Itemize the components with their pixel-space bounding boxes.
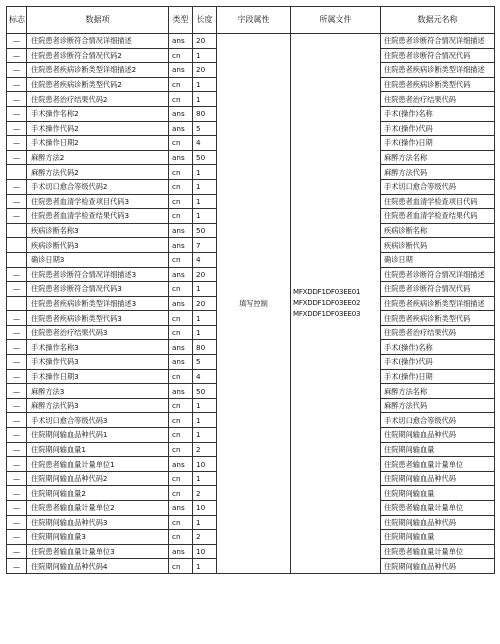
row-length: 1 bbox=[193, 179, 217, 194]
row-flag: — bbox=[7, 179, 27, 194]
row-element-name: 麻醉方法名称 bbox=[381, 150, 495, 165]
row-element-name: 手术(操作)代码 bbox=[381, 121, 495, 136]
row-item-name: 住院患者疾病诊断类型代码2 bbox=[27, 77, 169, 92]
row-element-name: 住院期间输血品种代码 bbox=[381, 515, 495, 530]
row-type: ans bbox=[169, 106, 193, 121]
row-element-name: 住院患者诊断符合情况代码 bbox=[381, 48, 495, 63]
row-flag: — bbox=[7, 34, 27, 49]
row-length: 1 bbox=[193, 413, 217, 428]
row-type: cn bbox=[169, 179, 193, 194]
row-type: cn bbox=[169, 530, 193, 545]
row-item-name: 手术操作名称2 bbox=[27, 106, 169, 121]
row-item-name: 手术操作日期3 bbox=[27, 369, 169, 384]
row-element-name: 手术切口愈合等级代码 bbox=[381, 179, 495, 194]
row-type: ans bbox=[169, 296, 193, 311]
row-flag: — bbox=[7, 92, 27, 107]
row-item-name: 手术操作日期2 bbox=[27, 136, 169, 151]
row-type: ans bbox=[169, 150, 193, 165]
row-type: cn bbox=[169, 48, 193, 63]
row-length: 1 bbox=[193, 428, 217, 443]
row-flag: — bbox=[7, 209, 27, 224]
row-item-name: 住院患者疾病诊断类型详细描述2 bbox=[27, 63, 169, 78]
header-element: 数据元名称 bbox=[381, 7, 495, 34]
row-element-name: 住院期间输血量 bbox=[381, 442, 495, 457]
row-length: 2 bbox=[193, 442, 217, 457]
row-item-name: 住院期间输血量1 bbox=[27, 442, 169, 457]
row-element-name: 住院患者诊断符合情况详细描述 bbox=[381, 34, 495, 49]
row-length: 1 bbox=[193, 559, 217, 574]
row-item-name: 麻醉方法3 bbox=[27, 384, 169, 399]
row-type: cn bbox=[169, 559, 193, 574]
row-element-name: 住院期间输血品种代码 bbox=[381, 471, 495, 486]
row-length: 1 bbox=[193, 48, 217, 63]
row-element-name: 麻醉方法名称 bbox=[381, 384, 495, 399]
row-length: 1 bbox=[193, 515, 217, 530]
row-length: 5 bbox=[193, 355, 217, 370]
row-type: ans bbox=[169, 223, 193, 238]
row-length: 1 bbox=[193, 311, 217, 326]
file-code: MFXDDF1DF03EE01 bbox=[293, 287, 361, 296]
row-flag: — bbox=[7, 559, 27, 574]
merged-field-attribute: 填写控制 bbox=[217, 34, 291, 574]
row-item-name: 住院患者诊断符合情况代码3 bbox=[27, 282, 169, 297]
row-flag: — bbox=[7, 282, 27, 297]
row-element-name: 住院患者输血量计量单位 bbox=[381, 457, 495, 472]
row-item-name: 住院期间输血品种代码1 bbox=[27, 428, 169, 443]
row-item-name: 住院期间输血量2 bbox=[27, 486, 169, 501]
row-length: 1 bbox=[193, 398, 217, 413]
row-item-name: 住院患者输血量计量单位3 bbox=[27, 544, 169, 559]
row-item-name: 住院患者诊断符合情况详细描述 bbox=[27, 34, 169, 49]
row-flag bbox=[7, 296, 27, 311]
row-length: 1 bbox=[193, 194, 217, 209]
row-length: 10 bbox=[193, 457, 217, 472]
row-type: ans bbox=[169, 121, 193, 136]
row-item-name: 麻醉方法代码3 bbox=[27, 398, 169, 413]
row-type: ans bbox=[169, 238, 193, 253]
row-element-name: 住院期间输血量 bbox=[381, 530, 495, 545]
row-item-name: 手术操作代码3 bbox=[27, 355, 169, 370]
row-flag: — bbox=[7, 501, 27, 516]
row-element-name: 住院期间输血品种代码 bbox=[381, 428, 495, 443]
row-length: 20 bbox=[193, 34, 217, 49]
row-element-name: 住院期间输血量 bbox=[381, 486, 495, 501]
row-type: cn bbox=[169, 413, 193, 428]
row-element-name: 手术(操作)名称 bbox=[381, 340, 495, 355]
row-item-name: 住院患者治疗结果代码2 bbox=[27, 92, 169, 107]
row-element-name: 麻醉方法代码 bbox=[381, 165, 495, 180]
file-code: MFXDDF1DF03EE02 bbox=[293, 298, 361, 307]
row-type: cn bbox=[169, 209, 193, 224]
row-element-name: 疾病诊断名称 bbox=[381, 223, 495, 238]
row-length: 20 bbox=[193, 267, 217, 282]
row-flag: — bbox=[7, 340, 27, 355]
row-item-name: 住院患者疾病诊断类型详细描述3 bbox=[27, 296, 169, 311]
row-flag: — bbox=[7, 457, 27, 472]
row-item-name: 住院患者血清学检查项目代码3 bbox=[27, 194, 169, 209]
row-flag: — bbox=[7, 384, 27, 399]
row-type: ans bbox=[169, 544, 193, 559]
row-length: 1 bbox=[193, 209, 217, 224]
row-item-name: 手术操作名称3 bbox=[27, 340, 169, 355]
row-type: cn bbox=[169, 165, 193, 180]
row-element-name: 住院患者输血量计量单位 bbox=[381, 544, 495, 559]
row-element-name: 确诊日期 bbox=[381, 252, 495, 267]
header-file: 所属文件 bbox=[291, 7, 381, 34]
row-flag: — bbox=[7, 530, 27, 545]
row-flag: — bbox=[7, 325, 27, 340]
row-flag: — bbox=[7, 267, 27, 282]
row-type: cn bbox=[169, 92, 193, 107]
row-item-name: 住院患者治疗结果代码3 bbox=[27, 325, 169, 340]
row-element-name: 手术切口愈合等级代码 bbox=[381, 413, 495, 428]
row-length: 1 bbox=[193, 77, 217, 92]
row-item-name: 疾病诊断代码3 bbox=[27, 238, 169, 253]
row-flag: — bbox=[7, 413, 27, 428]
row-element-name: 疾病诊断代码 bbox=[381, 238, 495, 253]
row-length: 50 bbox=[193, 223, 217, 238]
row-type: cn bbox=[169, 252, 193, 267]
row-type: cn bbox=[169, 471, 193, 486]
row-flag: — bbox=[7, 515, 27, 530]
row-flag: — bbox=[7, 194, 27, 209]
row-length: 2 bbox=[193, 530, 217, 545]
row-flag: — bbox=[7, 486, 27, 501]
row-flag: — bbox=[7, 442, 27, 457]
table-header-row bbox=[7, 7, 495, 34]
row-type: ans bbox=[169, 63, 193, 78]
row-item-name: 麻醉方法2 bbox=[27, 150, 169, 165]
row-flag: — bbox=[7, 398, 27, 413]
row-length: 50 bbox=[193, 150, 217, 165]
data-dictionary-sheet bbox=[6, 6, 494, 574]
row-type: ans bbox=[169, 34, 193, 49]
row-element-name: 住院患者治疗结果代码 bbox=[381, 325, 495, 340]
row-length: 2 bbox=[193, 486, 217, 501]
row-item-name: 住院患者输血量计量单位2 bbox=[27, 501, 169, 516]
row-element-name: 住院期间输血品种代码 bbox=[381, 559, 495, 574]
row-type: cn bbox=[169, 325, 193, 340]
row-length: 1 bbox=[193, 325, 217, 340]
row-item-name: 麻醉方法代码2 bbox=[27, 165, 169, 180]
row-length: 1 bbox=[193, 165, 217, 180]
row-type: cn bbox=[169, 311, 193, 326]
row-length: 10 bbox=[193, 501, 217, 516]
row-flag bbox=[7, 238, 27, 253]
row-type: cn bbox=[169, 369, 193, 384]
row-length: 1 bbox=[193, 92, 217, 107]
row-item-name: 确诊日期3 bbox=[27, 252, 169, 267]
row-element-name: 住院患者疾病诊断类型代码 bbox=[381, 311, 495, 326]
row-item-name: 住院期间输血品种代码3 bbox=[27, 515, 169, 530]
row-length: 80 bbox=[193, 106, 217, 121]
header-type: 类型 bbox=[169, 7, 193, 34]
row-length: 4 bbox=[193, 369, 217, 384]
row-type: cn bbox=[169, 282, 193, 297]
data-item-table bbox=[6, 6, 495, 574]
row-flag: — bbox=[7, 121, 27, 136]
row-type: ans bbox=[169, 457, 193, 472]
row-element-name: 手术(操作)代码 bbox=[381, 355, 495, 370]
row-item-name: 住院期间输血量3 bbox=[27, 530, 169, 545]
row-item-name: 住院患者输血量计量单位1 bbox=[27, 457, 169, 472]
row-flag: — bbox=[7, 428, 27, 443]
file-code: MFXDDF1DF03EE03 bbox=[293, 309, 361, 318]
row-type: cn bbox=[169, 515, 193, 530]
row-length: 10 bbox=[193, 544, 217, 559]
row-flag bbox=[7, 252, 27, 267]
row-type: cn bbox=[169, 428, 193, 443]
row-flag bbox=[7, 165, 27, 180]
row-flag bbox=[7, 223, 27, 238]
row-type: cn bbox=[169, 194, 193, 209]
row-flag: — bbox=[7, 369, 27, 384]
row-type: ans bbox=[169, 340, 193, 355]
row-type: cn bbox=[169, 486, 193, 501]
row-flag: — bbox=[7, 471, 27, 486]
row-item-name: 住院期间输血品种代码2 bbox=[27, 471, 169, 486]
row-element-name: 住院患者诊断符合情况详细描述 bbox=[381, 267, 495, 282]
row-length: 4 bbox=[193, 136, 217, 151]
row-item-name: 手术切口愈合等级代码3 bbox=[27, 413, 169, 428]
row-element-name: 手术(操作)日期 bbox=[381, 136, 495, 151]
row-length: 20 bbox=[193, 63, 217, 78]
row-flag: — bbox=[7, 311, 27, 326]
row-flag: — bbox=[7, 63, 27, 78]
table-body bbox=[7, 34, 495, 574]
row-item-name: 住院患者诊断符合情况详细描述3 bbox=[27, 267, 169, 282]
row-flag: — bbox=[7, 544, 27, 559]
row-element-name: 手术(操作)日期 bbox=[381, 369, 495, 384]
row-element-name: 住院患者疾病诊断类型代码 bbox=[381, 77, 495, 92]
merged-file-list bbox=[291, 34, 381, 574]
row-item-name: 住院患者诊断符合情况代码2 bbox=[27, 48, 169, 63]
row-element-name: 住院患者血清学检查项目代码 bbox=[381, 194, 495, 209]
row-item-name: 疾病诊断名称3 bbox=[27, 223, 169, 238]
row-length: 1 bbox=[193, 282, 217, 297]
row-element-name: 住院患者输血量计量单位 bbox=[381, 501, 495, 516]
row-flag: — bbox=[7, 48, 27, 63]
row-length: 1 bbox=[193, 471, 217, 486]
row-length: 5 bbox=[193, 121, 217, 136]
row-element-name: 麻醉方法代码 bbox=[381, 398, 495, 413]
row-type: ans bbox=[169, 355, 193, 370]
header-item: 数据项 bbox=[27, 7, 169, 34]
row-length: 4 bbox=[193, 252, 217, 267]
header-length: 长度 bbox=[193, 7, 217, 34]
row-type: ans bbox=[169, 501, 193, 516]
row-flag: — bbox=[7, 136, 27, 151]
row-type: ans bbox=[169, 384, 193, 399]
row-type: cn bbox=[169, 398, 193, 413]
row-flag: — bbox=[7, 106, 27, 121]
row-length: 50 bbox=[193, 384, 217, 399]
row-item-name: 手术操作代码2 bbox=[27, 121, 169, 136]
row-flag: — bbox=[7, 77, 27, 92]
row-flag: — bbox=[7, 150, 27, 165]
row-element-name: 手术(操作)名称 bbox=[381, 106, 495, 121]
row-item-name: 住院患者血清学检查结果代码3 bbox=[27, 209, 169, 224]
row-type: ans bbox=[169, 267, 193, 282]
row-item-name: 住院期间输血品种代码4 bbox=[27, 559, 169, 574]
row-type: cn bbox=[169, 77, 193, 92]
row-item-name: 住院患者疾病诊断类型代码3 bbox=[27, 311, 169, 326]
table-row bbox=[7, 34, 495, 49]
header-flag: 标志 bbox=[7, 7, 27, 34]
row-type: cn bbox=[169, 442, 193, 457]
row-length: 20 bbox=[193, 296, 217, 311]
row-element-name: 住院患者诊断符合情况代码 bbox=[381, 282, 495, 297]
row-element-name: 住院患者血清学检查结果代码 bbox=[381, 209, 495, 224]
row-element-name: 住院患者治疗结果代码 bbox=[381, 92, 495, 107]
row-item-name: 手术切口愈合等级代码2 bbox=[27, 179, 169, 194]
row-length: 7 bbox=[193, 238, 217, 253]
header-attribute: 字段属性 bbox=[217, 7, 291, 34]
row-element-name: 住院患者疾病诊断类型详细描述 bbox=[381, 296, 495, 311]
row-type: cn bbox=[169, 136, 193, 151]
row-length: 80 bbox=[193, 340, 217, 355]
row-flag: — bbox=[7, 355, 27, 370]
row-element-name: 住院患者疾病诊断类型详细描述 bbox=[381, 63, 495, 78]
